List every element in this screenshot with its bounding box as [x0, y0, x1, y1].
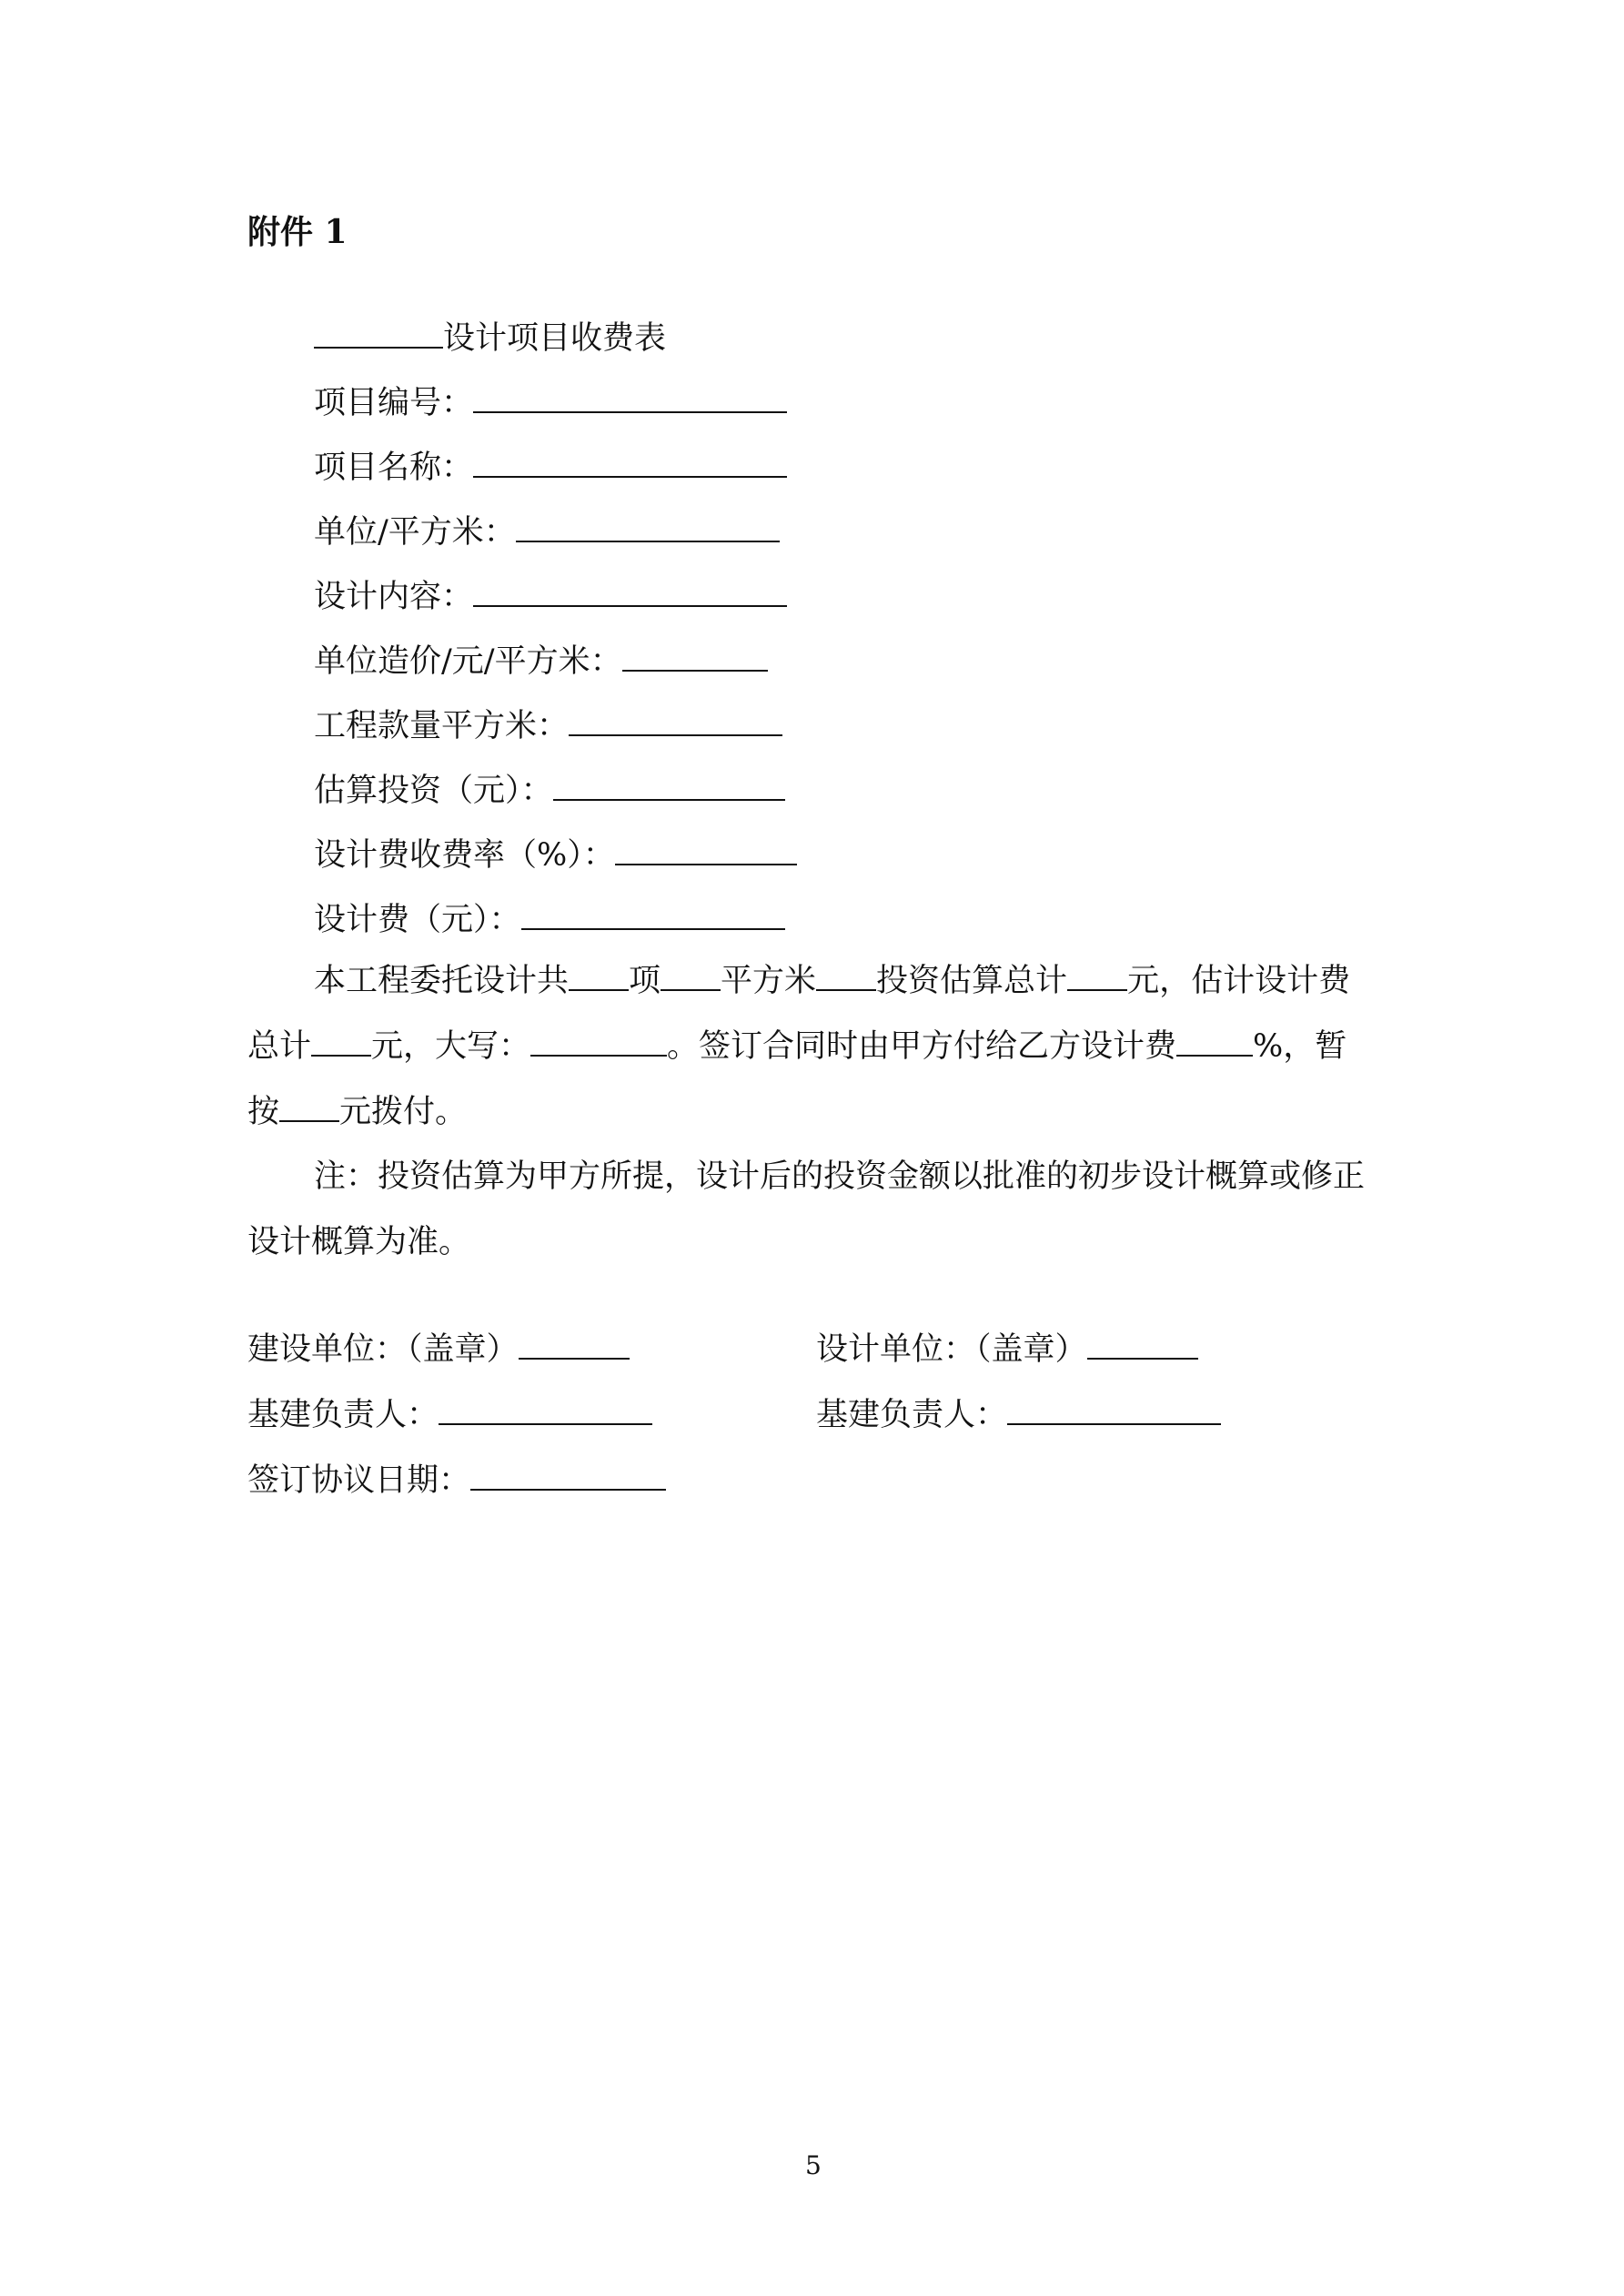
field-label: 工程款量平方米：	[314, 708, 570, 744]
builder-unit-blank[interactable]	[519, 1327, 630, 1360]
blank-investment-total[interactable]	[1067, 958, 1127, 991]
blank-percent[interactable]	[1176, 1024, 1253, 1057]
para-text: 总计	[247, 1028, 312, 1065]
para-text: 。签订合同时由甲方付给乙方设计费	[667, 1028, 1177, 1065]
attachment-label: 附件 1	[247, 213, 348, 251]
field-blank[interactable]	[553, 768, 785, 801]
design-unit-blank[interactable]	[1087, 1327, 1198, 1360]
para-text: 元，大写：	[371, 1028, 531, 1065]
field-row	[314, 639, 768, 682]
design-unit-row	[816, 1327, 1198, 1370]
field-label: 设计内容：	[314, 579, 474, 615]
field-blank[interactable]	[622, 639, 768, 672]
field-row	[314, 574, 787, 617]
field-label: 设计费（元）：	[314, 902, 521, 938]
blank-provisional-amount[interactable]	[279, 1089, 339, 1122]
field-blank[interactable]	[615, 833, 797, 865]
builder-lead-right-label: 基建负责人：	[816, 1397, 1008, 1433]
note-line-2: 设计概算为准。	[247, 1224, 471, 1260]
field-row	[314, 380, 787, 423]
para-text: 项	[629, 963, 661, 999]
para-text: 元，估计设计费	[1127, 963, 1351, 999]
note-line-1: 注：投资估算为甲方所提，设计后的投资金额以批准的初步设计概算或修正	[314, 1158, 1366, 1195]
field-label: 项目名称：	[314, 450, 474, 486]
paragraph-line-2	[247, 1024, 1347, 1067]
field-blank[interactable]	[521, 897, 785, 930]
form-title	[314, 316, 666, 359]
builder-lead-right-row	[816, 1392, 1221, 1435]
para-text: 平方米	[721, 963, 817, 999]
field-blank[interactable]	[473, 380, 787, 413]
para-text: 投资估算总计	[876, 963, 1068, 999]
field-label: 估算投资（元）：	[314, 773, 553, 809]
builder-lead-left-blank[interactable]	[439, 1392, 652, 1425]
blank-item-count[interactable]	[569, 958, 629, 991]
para-text: 本工程委托设计共	[314, 963, 570, 999]
field-row	[314, 768, 785, 811]
field-row	[314, 703, 782, 746]
builder-lead-left-row	[247, 1392, 652, 1435]
sign-date-row	[247, 1458, 666, 1501]
sign-date-blank[interactable]	[470, 1458, 666, 1491]
field-label: 单位造价/元/平方米：	[314, 643, 622, 680]
blank-area[interactable]	[661, 958, 721, 991]
field-blank[interactable]	[473, 574, 787, 607]
field-label: 项目编号：	[314, 385, 474, 421]
title-blank[interactable]	[314, 316, 443, 349]
form-title-text: 设计项目收费表	[443, 320, 667, 357]
field-row	[314, 833, 797, 875]
field-blank[interactable]	[516, 510, 780, 542]
para-text: 按	[247, 1094, 280, 1130]
field-row	[314, 445, 787, 488]
blank-unknown[interactable]	[816, 958, 876, 991]
field-row	[314, 510, 780, 552]
builder-unit-label: 建设单位：（盖章）	[247, 1331, 519, 1368]
field-label: 设计费收费率（%）：	[314, 837, 615, 874]
blank-design-fee-total[interactable]	[311, 1024, 371, 1057]
paragraph-line-1	[314, 958, 1350, 1001]
page-number: 5	[805, 2150, 822, 2180]
sign-date-label: 签订协议日期：	[247, 1462, 471, 1499]
field-label: 单位/平方米：	[314, 514, 516, 551]
blank-amount-uppercase[interactable]	[530, 1024, 667, 1057]
field-blank[interactable]	[569, 703, 782, 736]
field-blank[interactable]	[473, 445, 787, 478]
builder-unit-row	[247, 1327, 630, 1370]
builder-lead-left-label: 基建负责人：	[247, 1397, 439, 1433]
field-row	[314, 897, 785, 940]
para-text: 元拨付。	[339, 1094, 468, 1130]
paragraph-line-3	[247, 1089, 467, 1132]
builder-lead-right-blank[interactable]	[1007, 1392, 1221, 1425]
design-unit-label: 设计单位：（盖章）	[816, 1331, 1087, 1368]
para-text: %，暂	[1253, 1028, 1347, 1065]
